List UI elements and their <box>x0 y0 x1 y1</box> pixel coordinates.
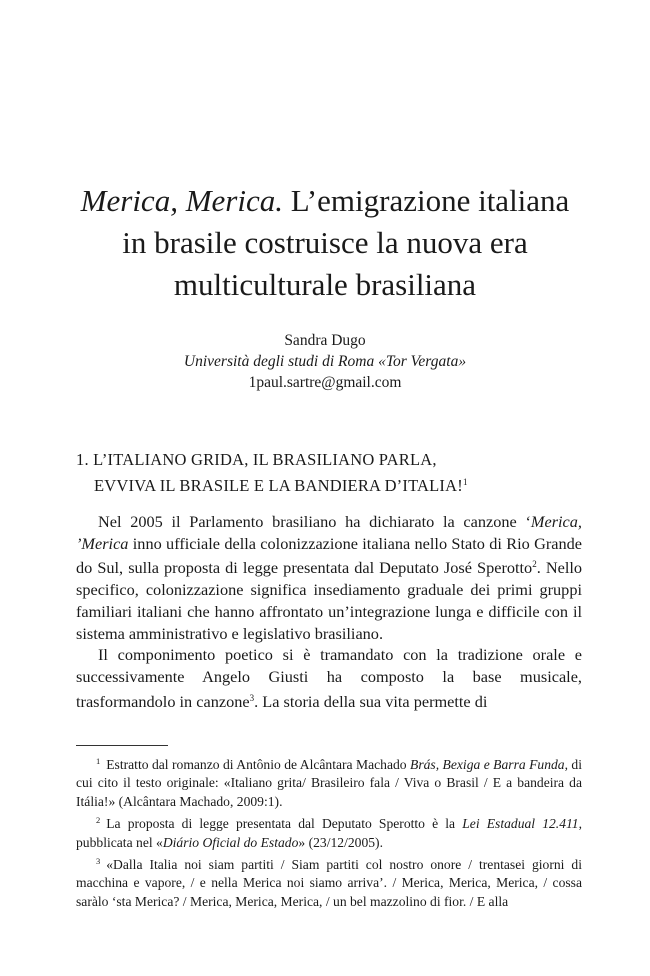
footnote-2 <box>76 811 582 852</box>
footnote-ref-1[interactable]: 1 <box>462 477 468 487</box>
footnote-1-text-a: Estratto dal romanzo di Antônio de Alcântara Machado <box>106 757 411 772</box>
paper-title <box>60 180 590 306</box>
title-italic: Merica, Merica. <box>80 183 283 218</box>
footnote-2-text-b: , pubblicata nel « <box>76 816 582 850</box>
footnote-2-text-a: La proposta di legge presentata dal Deputato Sperotto è la <box>106 816 463 832</box>
author-email: 1paul.sartre@gmail.com <box>248 374 402 391</box>
footnote-1 <box>76 752 582 811</box>
paragraph-1 <box>76 511 582 644</box>
p2-text-b: . La storia della sua vita permette di <box>254 691 488 711</box>
footnote-1-text-b: , di cui cito il testo originale: «Italiano grita/ Brasileiro fala / Viva o Brasil / E a bandeira da Itália!» (Alcântara Machado, 2009:1). <box>76 757 582 809</box>
title-rest: L’emigrazione italiana <box>282 183 570 218</box>
footnote-2-mark: 2 <box>96 815 101 826</box>
footnote-divider <box>76 745 168 746</box>
p1-text-c: . Nello specifico, colonizzazione significa insediamento graduale dei primi gruppi familiari italiani che hanno affrontato un’integrazione lunga e difficile con il sistema amministrativo e legislativo brasiliano. <box>76 558 583 643</box>
section-heading-line-2: EVVIVA IL BRASILE E LA BANDIERA D’ITALIA! <box>94 476 463 495</box>
title-line-2: in brasile costruisce la nuova era <box>122 225 528 260</box>
footnote-1-italic: Brás, Bexiga e Barra Funda <box>410 757 565 772</box>
footnote-2-text-c: » (23/12/2005). <box>298 834 383 850</box>
footnote-ref-3[interactable]: 3 <box>249 692 255 703</box>
p1-text-b: inno ufficiale della colonizzazione italiana nello Stato di Rio Grande do Sul, sulla proposta di legge presentata dal Deputato José Sperotto <box>76 533 582 578</box>
title-line-3: multiculturale brasiliana <box>173 267 477 302</box>
p2-text-a: Il componimento poetico si è tramandato con la tradizione orale e successivamente Angelo Giusti ha composto la base musicale, trasformandolo in canzone <box>76 645 582 711</box>
paragraph-2 <box>76 644 582 712</box>
footnote-3-text: «Dalla Italia noi siam partiti / Siam partiti col nostro onore / trentasei giorni di macchina e vapore, / e nella Merica noi siamo arriva’. / Merica, Merica, Merica, / cossa saràlo ‘sta Merica? / Merica, Merica, Merica, / un bel mazzolino di fior. / E alla <box>76 857 582 909</box>
title-line-1 <box>60 180 590 222</box>
author-block <box>60 330 590 393</box>
author-affiliation: Università degli studi di Roma «Tor Vergata» <box>183 353 467 370</box>
footnotes <box>76 752 582 911</box>
footnote-2-italic: Lei Estadual 12.411 <box>462 816 579 832</box>
footnote-3-mark: 3 <box>96 856 101 867</box>
p1-text-a: Nel 2005 il Parlamento brasiliano ha dichiarato la canzone ‘ <box>98 512 531 531</box>
footnote-3 <box>76 852 582 911</box>
footnote-1-mark: 1 <box>96 756 101 766</box>
author-name: Sandra Dugo <box>284 332 366 349</box>
footnote-2-italic-2: Diário Oficial do Estado <box>162 834 299 850</box>
section-heading <box>76 449 596 497</box>
song-title: Merica, ’Merica <box>76 512 582 553</box>
section-heading-line-1: 1. L’ITALIANO GRIDA, IL BRASILIANO PARLA, <box>76 450 437 469</box>
footnote-ref-2[interactable]: 2 <box>532 559 537 570</box>
body-text <box>76 511 582 712</box>
